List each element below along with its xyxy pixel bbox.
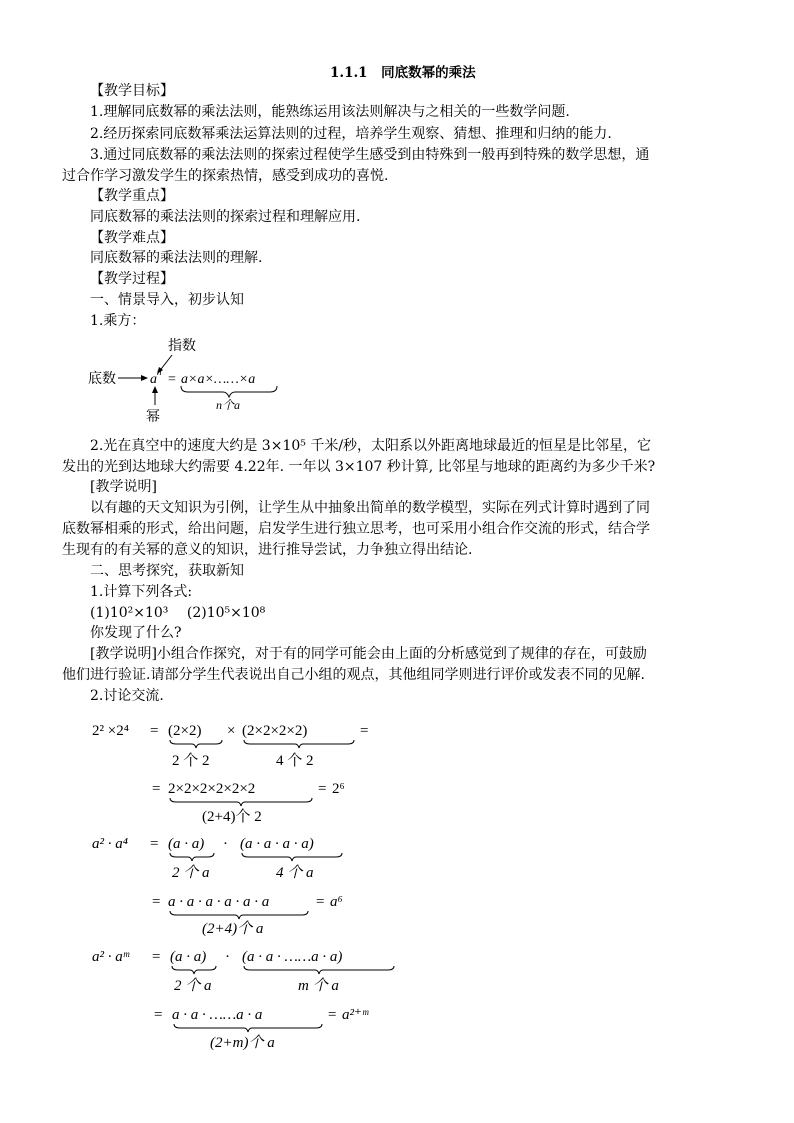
part1-heading: 一、情景导入，初步认知 (90, 292, 244, 308)
derivation-general-m (90, 937, 430, 1052)
power-arrow-head (152, 386, 158, 393)
d1-lhs: 2² ×2⁴ (92, 723, 129, 739)
svg-text:×: × (227, 723, 236, 739)
svg-text:=: = (154, 1007, 163, 1023)
discover-question: 你发现了什么? (90, 625, 182, 641)
difficulty-heading: 【教学难点】 (90, 230, 174, 246)
d2-result: a⁶ (330, 894, 343, 910)
difficulty-text: 同底数幂的乘法法则的理解. (90, 250, 263, 266)
calc-items: (1)10²×10³ (2)10⁵×10⁸ (90, 605, 266, 621)
svg-text:=: = (360, 723, 369, 739)
objective-3-line2: 过合作学习激发学生的探索热情，感受到成功的喜悦. (62, 168, 389, 184)
svg-text:=: = (152, 781, 161, 797)
d1-count1: 2 个 2 (172, 753, 210, 769)
exponent-label: 指数 (168, 339, 196, 354)
note1-line1: 以有趣的天文知识为引例，让学生从中抽象出简单的数学模型，实际在列式计算时遇到了同 (90, 500, 650, 516)
note1-line2: 底数幂相乘的形式，给出问题，启发学生进行独立思考，也可采用小组合作交流的形式，结合学 (62, 521, 650, 537)
objective-3-line1: 3.通过同底数幂的乘法法则的探索过程使学生感受到由特殊到一般再到特殊的数学思想，通 (90, 147, 650, 163)
d2-group2: (a · a · a · a) (240, 836, 314, 852)
power-product: a×a×……×a (181, 372, 256, 387)
svg-text:=: = (152, 949, 161, 965)
calc-heading: 1.计算下列各式: (90, 584, 193, 600)
d1-count3: (2+4)个 2 (202, 809, 262, 825)
note1-line3: 生现有的有关幂的意义的知识，进行推导尝试，力争独立得出结论. (62, 542, 473, 558)
d1-count2: 4 个 2 (276, 753, 314, 769)
d2-line2: a · a · a · a · a · a (168, 894, 270, 910)
d1-result: 2⁶ (332, 781, 345, 797)
note2-line2: 他们进行验证.请部分学生代表说出自己小组的观点，其他组同学则进行评价或发表不同的见解. (62, 667, 645, 683)
d3-line2: a · a · ……a · a (172, 1007, 263, 1023)
d1-group1: (2×2) (168, 723, 202, 739)
derivation-powers-of-two (90, 715, 410, 825)
objective-1: 1.理解同底数幂的乘法法则，能熟练运用该法则解决与之相关的一些数学问题. (90, 104, 570, 120)
d3-result: a²⁺ᵐ (342, 1007, 369, 1023)
d3-count2: m 个 a (298, 978, 339, 994)
power-definition-diagram (88, 333, 308, 423)
key-points-heading: 【教学重点】 (90, 188, 174, 204)
svg-text:=: = (168, 372, 176, 387)
objectives-heading: 【教学目标】 (90, 83, 174, 99)
d2-count3: (2+4)个 a (202, 921, 264, 936)
power-exponent: n (157, 367, 162, 377)
discuss-heading: 2.讨论交流. (90, 688, 164, 704)
part2-heading: 二、思考探究，获取新知 (90, 563, 244, 579)
d3-lhs: a² · aᵐ (92, 949, 130, 965)
item2-line2: 发出的光到达地球大约需要 4.22年. 一年以 3×107 秒计算, 比邻星与地球的距离约为多少千米? (62, 459, 656, 475)
d1-group2: (2×2×2×2) (242, 723, 308, 739)
power-base: a (150, 372, 157, 387)
key-points-text: 同底数幂的乘法法则的探索过程和理解应用. (90, 209, 361, 225)
d2-count2: 4 个 a (276, 865, 314, 881)
base-label: 底数 (88, 372, 116, 387)
d3-count3: (2+m)个 a (210, 1035, 275, 1051)
svg-text:=: = (150, 836, 159, 852)
d1-line2: 2×2×2×2×2×2 (168, 781, 256, 797)
item2-line1: 2.光在真空中的速度大约是 3×10⁵ 千米/秒，太阳系以外距离地球最近的恒星是比邻星，它 (90, 438, 652, 454)
d3-group2: (a · a · ……a · a) (242, 949, 343, 965)
objective-2: 2.经历探索同底数幂乘法运算法则的过程，培养学生观察、猜想、推理和归纳的能力. (90, 126, 612, 142)
item-power: 1.乘方： (90, 313, 146, 329)
svg-text:·: · (225, 949, 230, 965)
d3-group1: (a · a) (170, 949, 207, 965)
note2-line1: [教学说明]小组合作探究，对于有的同学可能会由上面的分析感觉到了规律的存在，可鼓励 (90, 646, 647, 662)
svg-text:·: · (223, 836, 228, 852)
svg-text:=: = (328, 1007, 337, 1023)
derivation-powers-of-a (90, 826, 410, 936)
power-label: 幂 (146, 410, 160, 423)
svg-text:=: = (316, 894, 325, 910)
process-heading: 【教学过程】 (90, 271, 174, 287)
svg-text:=: = (150, 723, 159, 739)
d3-count1: 2 个 a (174, 978, 212, 994)
base-arrow-head (141, 375, 148, 381)
svg-text:=: = (152, 894, 161, 910)
svg-text:=: = (318, 781, 327, 797)
power-brace (181, 386, 277, 397)
d2-count1: 2 个 a (172, 865, 210, 881)
note1-heading: [教学说明] (90, 479, 157, 495)
d2-group1: (a · a) (168, 836, 205, 852)
page-title: 1.1.1 同底数幂的乘法 (330, 65, 476, 81)
power-brace-label: n个a (216, 398, 241, 412)
d2-lhs: a² · a⁴ (92, 836, 128, 852)
